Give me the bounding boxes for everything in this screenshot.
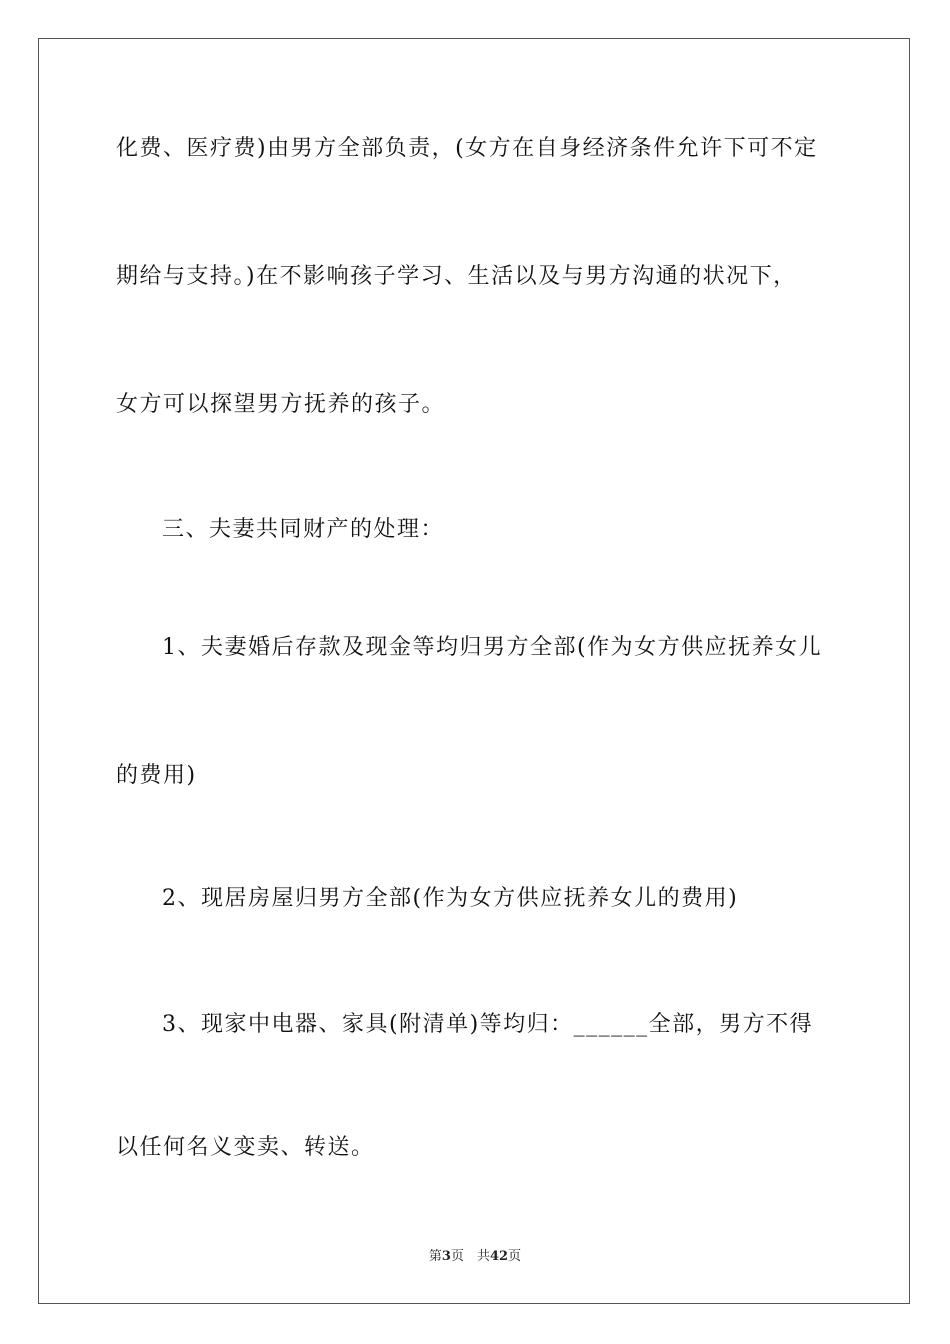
- page-border: [38, 38, 910, 1304]
- body-line-8: 3、现家中电器、家具(附清单)等均归：______全部，男方不得: [162, 1012, 814, 1037]
- body-line-7: 2、现居房屋归男方全部(作为女方供应抚养女儿的费用): [162, 886, 739, 911]
- footer-prefix: 第: [428, 1249, 442, 1264]
- body-line-3: 女方可以探望男方抚养的孩子。: [116, 392, 446, 417]
- page-footer: [0, 1248, 950, 1266]
- body-line-2: 期给与支持。)在不影响孩子学习、生活以及与男方沟通的状况下，: [116, 264, 797, 289]
- footer-page-current: 3: [441, 1249, 451, 1264]
- body-line-1: 化费、医疗费)由男方全部负责，(女方在自身经济条件允许下可不定: [116, 136, 818, 161]
- body-line-9: 以任何名义变卖、转送。: [116, 1135, 375, 1160]
- body-line-5: 1、夫妻婚后存款及现金等均归男方全部(作为女方供应抚养女儿: [162, 635, 823, 660]
- footer-suffix: 页: [508, 1249, 522, 1264]
- footer-page-total: 42: [489, 1249, 509, 1264]
- body-line-6: 的费用): [116, 763, 197, 788]
- section-heading: 三、夫妻共同财产的处理：: [162, 517, 445, 542]
- footer-mid: 页 共: [450, 1249, 490, 1264]
